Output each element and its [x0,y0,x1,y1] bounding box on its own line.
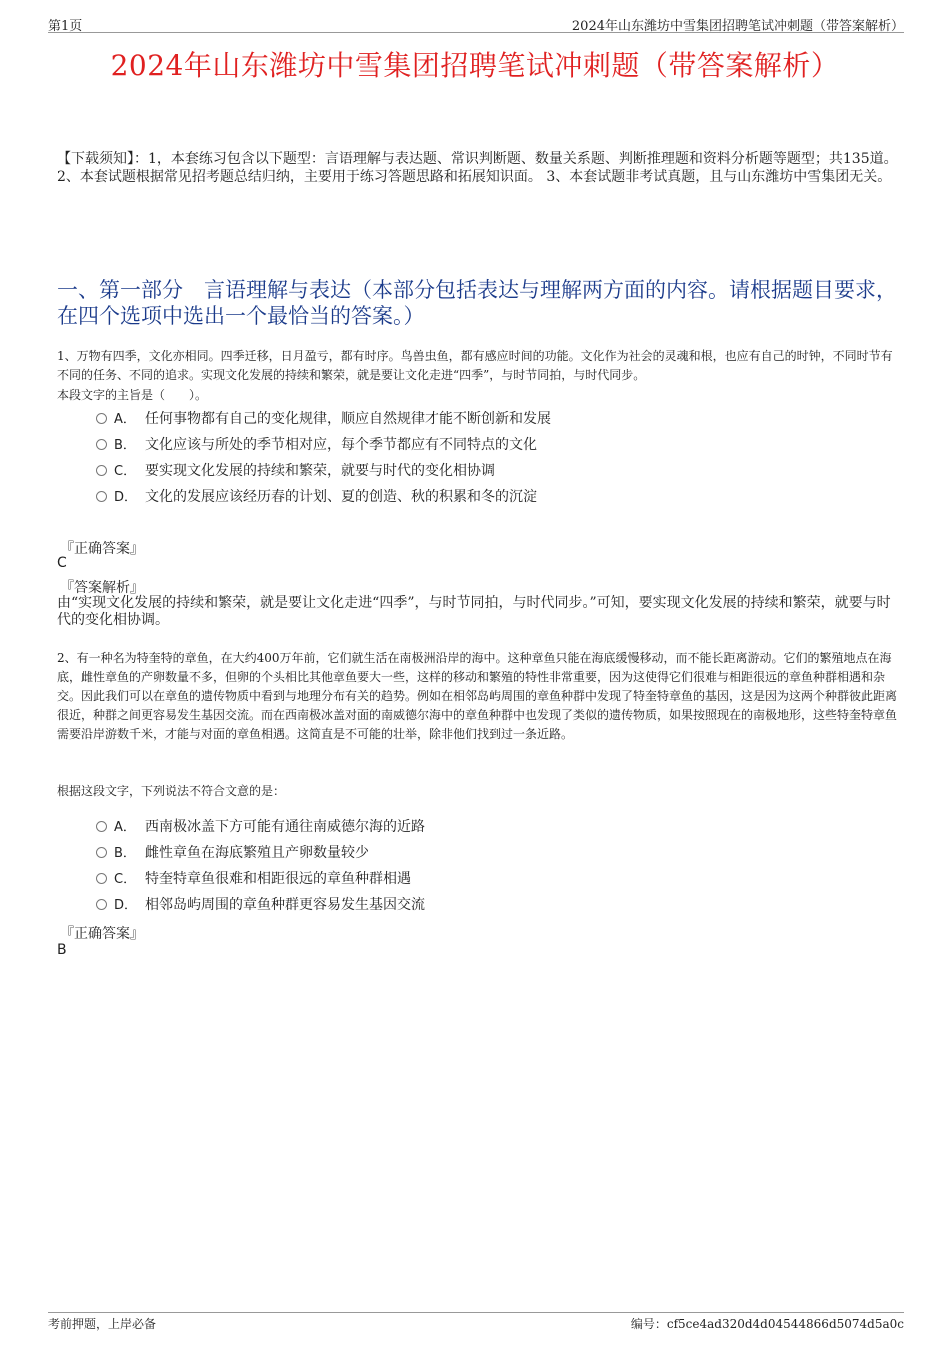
radio-icon[interactable] [96,873,107,884]
radio-icon[interactable] [96,821,107,832]
question-1-text: 1、万物有四季，文化亦相同。四季迁移，日月盈亏，都有时序。鸟兽虫鱼，都有感应时间的功能。文化作为社会的灵魂和根，也应有自己的时钟，不同时节有不同的任务、不同的追求。实现文化发展的持续和繁荣，就是要让文化走进“四季”，与时节同拍，与时代同步。 [57,349,893,382]
option-d[interactable]: D． 相邻岛屿周围的章鱼种群更容易发生基因交流 [96,892,896,918]
question-2-options [96,814,896,918]
answer-label: 『正确答案』 [60,541,144,557]
page-header [48,14,904,33]
footer-serial: 编号：cf5ce4ad320d4d04544866d5074d5a0c [630,1317,904,1331]
option-c[interactable]: C． 要实现文化发展的持续和繁荣，就要与时代的变化相协调 [96,458,896,484]
page-footer [48,1312,904,1331]
header-doc-title: 2024年山东潍坊中雪集团招聘笔试冲刺题（带答案解析） [571,19,904,34]
radio-icon[interactable] [96,439,107,450]
answer-label: 『正确答案』 [60,926,144,942]
answer-value: C [57,555,67,571]
download-notice: 【下载须知】：1，本套练习包含以下题型：言语理解与表达题、常识判断题、数量关系题、判断推理题和资料分析题等题型；共135道。 2、本套试题根据常见招考题总结归纳，主要用于练习答题思路和拓展知识面。 3、本套试题非考试真题，且与山东潍坊中雪集团无关。 [57,151,898,185]
section-heading: 一、第一部分 言语理解与表达（本部分包括表达与理解两方面的内容。请根据题目要求，在四个选项中选出一个最恰当的答案。） [57,278,897,328]
explanation-text: 由“实现文化发展的持续和繁荣，就是要让文化走进“四季”，与时节同拍，与时代同步。”可知，要实现文化发展的持续和繁荣，就要与时代的变化相协调。 [57,595,891,628]
explanation-label: 『答案解析』 [60,580,144,596]
radio-icon[interactable] [96,899,107,910]
option-d[interactable]: D． 文化的发展应该经历春的计划、夏的创造、秋的积累和冬的沉淀 [96,484,896,510]
radio-icon[interactable] [96,847,107,858]
radio-icon[interactable] [96,491,107,502]
answer-value: B [57,942,67,958]
question-1-stem: 本段文字的主旨是（ ）。 [57,388,208,402]
question-1-options [96,406,896,510]
footer-slogan: 考前押题，上岸必备 [48,1317,157,1331]
option-c[interactable]: C． 特奎特章鱼很难和相距很远的章鱼种群相遇 [96,866,896,892]
radio-icon[interactable] [96,465,107,476]
option-b[interactable]: B． 雌性章鱼在海底繁殖且产卵数量较少 [96,840,896,866]
option-a[interactable]: A． 西南极冰盖下方可能有通往南威德尔海的近路 [96,814,896,840]
question-2-stem: 根据这段文字，下列说法不符合文意的是： [57,784,286,798]
page-number: 第1页 [48,19,83,34]
option-b[interactable]: B． 文化应该与所处的季节相对应，每个季节都应有不同特点的文化 [96,432,896,458]
question-2-text: 2、有一种名为特奎特的章鱼，在大约400万年前，它们就生活在南极洲沿岸的海中。这种章鱼只能在海底缓慢移动，而不能长距离游动。它们的繁殖地点在海底，雌性章鱼的产卵数量不多，但卵的个头相比其他章鱼要大一些，这样的移动和繁殖的特性非常重要，因为这使得它们很难与相距很远的章鱼种群相遇和杂交。因此我们可以在章鱼的遗传物质中看到与地理分布有关的趋势。例如在相邻岛屿周围的章鱼种群中发现了特奎特章鱼的基因，这是因为这两个种群彼此距离很近，种群之间更容易发生基因交流。而在西南极冰盖对面的南威德尔海中的章鱼种群中也发现了类似的遗传物质，如果按照现在的南极地形，这些特奎特章鱼需要沿岸游数千米，才能与对面的章鱼相遇。这简直是不可能的壮举，除非他们找到过一条近路。 [57,651,898,741]
option-a[interactable]: A． 任何事物都有自己的变化规律，顺应自然规律才能不断创新和发展 [96,406,896,432]
radio-icon[interactable] [96,413,107,424]
document-title: 2024年山东潍坊中雪集团招聘笔试冲刺题（带答案解析） [110,49,840,82]
